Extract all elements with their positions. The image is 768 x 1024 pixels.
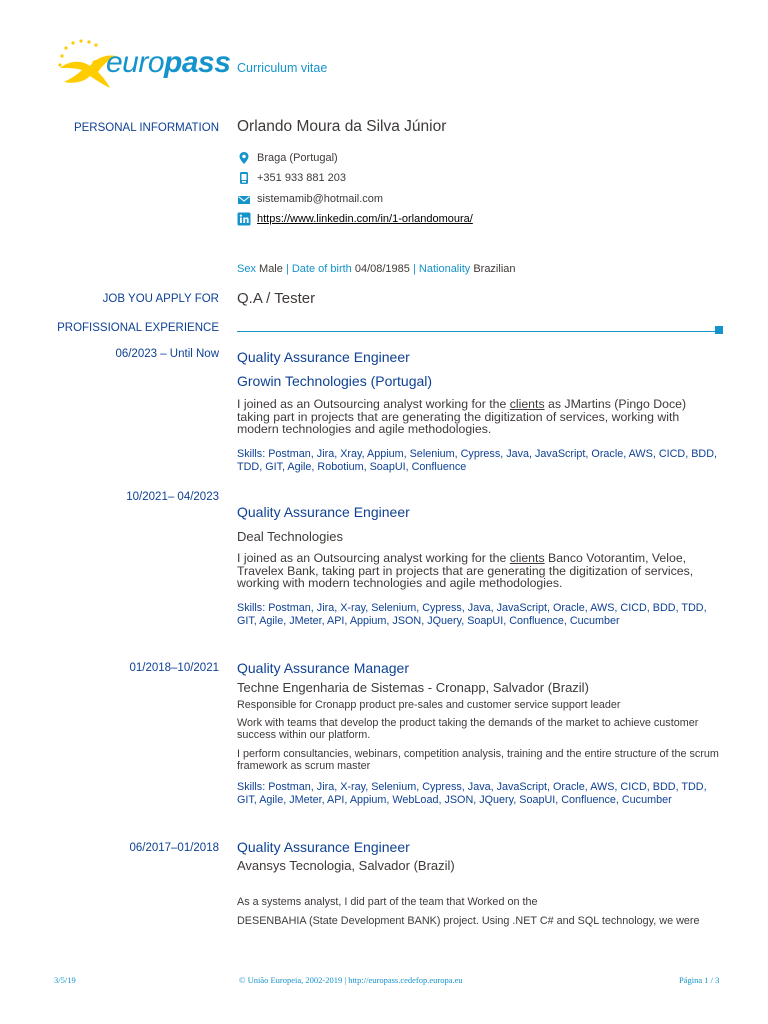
desc-clients-link: clients (509, 397, 545, 411)
location-pin-icon (237, 151, 251, 165)
job-description (237, 398, 717, 436)
europass-logo (52, 38, 231, 90)
dob-label: Date of birth (291, 263, 352, 275)
section-divider-square (715, 326, 723, 334)
job-skills: Skills: Postman, Jira, X-ray, Selenium, Cypress, Java, JavaScript, Oracle, AWS, CICD, BDD, TDD, GIT, Agile, JMeter, API, Appium, WebLoad, JSON, JQuery, SoapUI, Confluence, Cucumber (237, 781, 707, 806)
email-text[interactable]: sistemamib@hotmail.com (257, 193, 384, 205)
job-bullet: Responsible for Cronapp product pre-sales and customer service support leader (237, 699, 621, 711)
linkedin-icon (237, 212, 251, 226)
job-employer: Avansys Tecnologia, Salvador (Brazil) (237, 858, 455, 873)
job-bullet: I perform consultancies, webinars, competition analysis, training and the entire structure of the scrum framework as scrum master (237, 748, 719, 772)
job-title: Quality Assurance Engineer (237, 504, 410, 520)
person-name: Orlando Moura da Silva Júnior (237, 118, 447, 135)
sex-label: Sex (237, 263, 256, 275)
personal-details-line (237, 263, 516, 275)
job-dates: 06/2023 – Until Now (115, 348, 219, 360)
job-title: Quality Assurance Engineer (237, 839, 410, 855)
desc-text: as JMartins (Pingo Doce) taking part in projects that are generating the digitization of services, working with modern technologies and agile methodologies. (237, 397, 687, 436)
phone-icon (237, 171, 251, 185)
location-text: Braga (Portugal) (257, 152, 338, 164)
job-bullet: Work with teams that develop the product taking the demands of the market to achieve customer success within our platform. (237, 717, 699, 741)
job-skills: Skills: Postman, Jira, Xray, Appium, Selenium, Cypress, Java, JavaScript, Oracle, AWS, CICD, BDD, TDD, GIT, Agile, Robotium, SoapUI, Confluence (237, 448, 718, 473)
logo-wordmark (106, 46, 230, 80)
job-title: Quality Assurance Manager (237, 660, 409, 676)
job-title: Quality Assurance Engineer (237, 349, 410, 365)
job-skills: Skills: Postman, Jira, X-ray, Selenium, Cypress, Java, JavaScript, Oracle, AWS, CICD, BDD, TDD, GIT, Agile, JMeter, API, Appium, JSON, JQuery, SoapUI, Confluence, Cucumber (237, 602, 707, 627)
nationality-value: Brazilian (473, 263, 516, 275)
separator: | (412, 263, 416, 275)
job-employer: Deal Technologies (237, 529, 343, 544)
linkedin-link[interactable]: https://www.linkedin.com/in/1-orlandomoura/ (257, 213, 473, 225)
document-title: Curriculum vitae (237, 61, 328, 75)
job-line: DESENBAHIA (State Development BANK) project. Using .NET C# and SQL technology, we were (237, 915, 700, 927)
desc-clients-link: clients (509, 551, 545, 565)
footer-date: 3/5/19 (54, 975, 76, 985)
job-apply-label: JOB YOU APPLY FOR (102, 293, 219, 305)
sex-value: Male (259, 263, 283, 275)
job-dates: 06/2017–01/2018 (129, 842, 219, 854)
job-apply-value: Q.A / Tester (237, 290, 316, 307)
job-employer: Growin Technologies (Portugal) (237, 373, 433, 389)
job-dates: 01/2018–10/2021 (129, 662, 219, 674)
desc-text: Banco Votorantim, Veloe, Travelex Bank, taking part in projects that are generating the digitization of services, working with modern technologies and agile methodologies. (237, 551, 694, 590)
dob-value: 04/08/1985 (354, 263, 410, 275)
logo-text-pass: pass (164, 46, 231, 79)
job-employer: Techne Engenharia de Sistemas - Cronapp, Salvador (Brazil) (237, 680, 589, 695)
phone-text: +351 933 881 203 (257, 172, 347, 184)
separator: | (285, 263, 289, 275)
job-dates: 10/2021– 04/2023 (126, 491, 219, 503)
experience-label: PROFISSIONAL EXPERIENCE (57, 322, 219, 334)
logo-text-euro: euro (106, 46, 165, 79)
footer-page-number: Página 1 / 3 (679, 975, 720, 985)
footer-copyright: © União Europeia, 2002-2019 | http://europass.cedefop.europa.eu (239, 975, 463, 985)
personal-info-label: PERSONAL INFORMATION (73, 122, 219, 134)
job-description (237, 552, 697, 590)
section-divider-line (237, 331, 715, 332)
desc-text: I joined as an Outsourcing analyst working for the (237, 551, 510, 565)
desc-text: I joined as an Outsourcing analyst working for the (237, 397, 510, 411)
email-icon (237, 193, 251, 207)
job-line: As a systems analyst, I did part of the team that Worked on the (237, 896, 538, 908)
nationality-label: Nationality (418, 263, 471, 275)
